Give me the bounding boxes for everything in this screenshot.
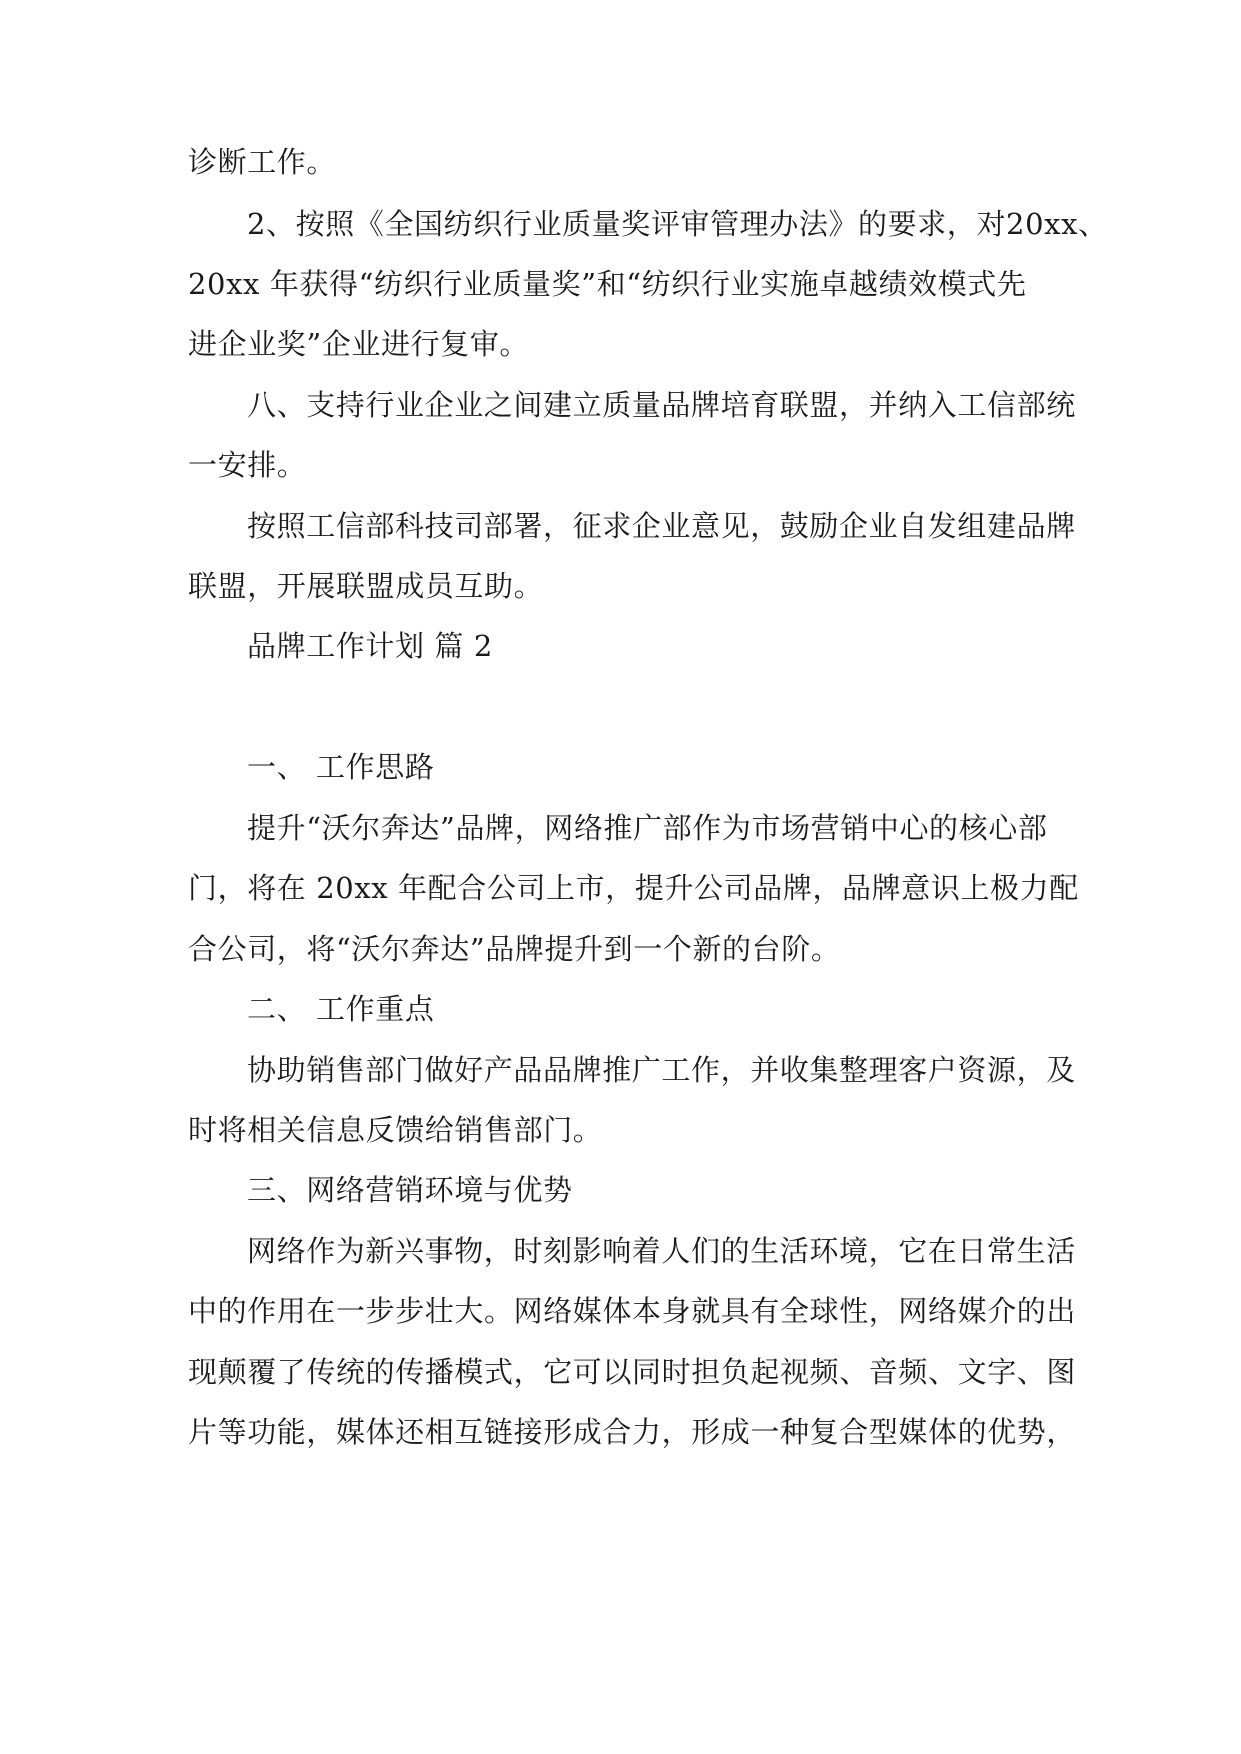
text-line: 八、支持行业企业之间建立质量品牌培育联盟，并纳入工信部统 [247,388,1076,422]
text-line: 20xx 年获得“纺织行业质量奖”和“纺织行业实施卓越绩效模式先 [188,267,1027,301]
text-line: 一安排。 [188,448,307,482]
text-line: 按照工信部科技司部署，征求企业意见，鼓励企业自发组建品牌 [247,509,1076,543]
text-line: 诊断工作。 [188,145,337,179]
text-line: 提升“沃尔奔达”品牌，网络推广部作为市场营销中心的核心部 [247,811,1048,845]
section-heading: 三、网络营销环境与优势 [247,1173,573,1207]
section-heading: 二、 工作重点 [247,992,435,1026]
text-line: 中的作用在一步步壮大。网络媒体本身就具有全球性，网络媒介的出 [188,1294,1077,1328]
text-line: 门，将在 20xx 年配合公司上市，提升公司品牌，品牌意识上极力配 [188,871,1079,905]
text-line: 现颠覆了传统的传播模式，它可以同时担负起视频、音频、文字、图 [188,1355,1077,1389]
text-line: 协助销售部门做好产品品牌推广工作，并收集整理客户资源，及 [247,1053,1076,1087]
section-title: 品牌工作计划 篇 2 [247,629,493,663]
text-line: 片等功能，媒体还相互链接形成合力，形成一种复合型媒体的优势， [188,1415,1077,1449]
text-line: 时将相关信息反馈给销售部门。 [188,1113,603,1147]
text-line: 网络作为新兴事物，时刻影响着人们的生活环境，它在日常生活 [247,1234,1076,1268]
text-line: 2、按照《全国纺织行业质量奖评审管理办法》的要求，对20xx、 [247,207,1108,241]
text-line: 进企业奖”企业进行复审。 [188,327,530,361]
text-line: 联盟，开展联盟成员互助。 [188,569,544,603]
section-heading: 一、 工作思路 [247,750,435,784]
text-line: 合公司，将“沃尔奔达”品牌提升到一个新的台阶。 [188,932,841,966]
